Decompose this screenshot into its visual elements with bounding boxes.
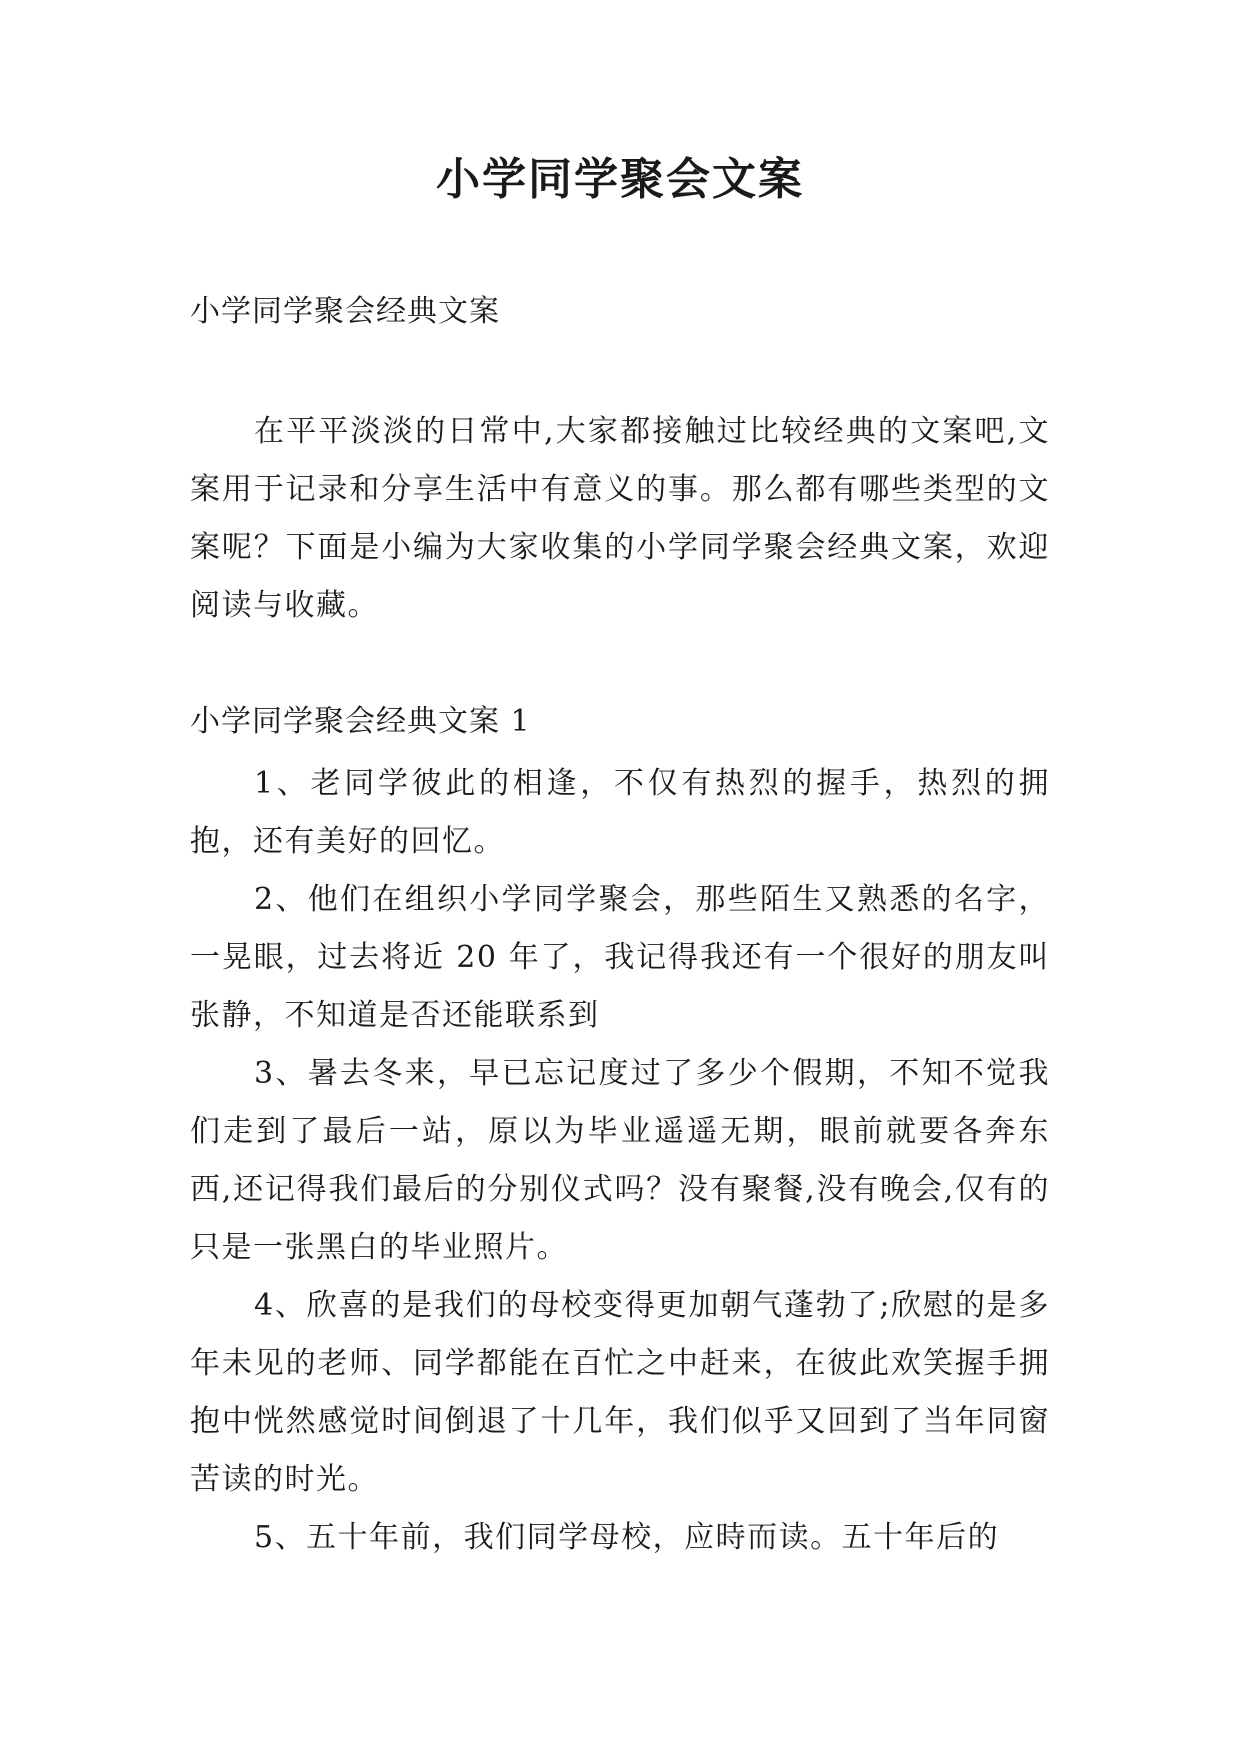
list-item: 1、老同学彼此的相逢，不仅有热烈的握手，热烈的拥抱，还有美好的回忆。 [190,766,1050,859]
intro-paragraph: 在平平淡淡的日常中,大家都接触过比较经典的文案吧,文案用于记录和分享生活中有意义的事。那么都有哪些类型的文案呢？下面是小编为大家收集的小学同学聚会经典文案，欢迎阅读与收藏。 [190,414,1050,623]
list-item: 3、暑去冬来，早已忘记度过了多少个假期，不知不觉我们走到了最后一站，原以为毕业遥遥无期，眼前就要各奔东西,还记得我们最后的分别仪式吗？没有聚餐,没有晚会,仅有的只是一张黑白的毕业照片。 [190,1056,1050,1265]
document-title: 小学同学聚会文案 [436,154,804,205]
document-subtitle: 小学同学聚会经典文案 [190,294,500,329]
list-item: 2、他们在组织小学同学聚会，那些陌生又熟悉的名字，一晃眼，过去将近 20 年了，我记得我还有一个很好的朋友叫张静，不知道是否还能联系到 [190,882,1050,1033]
list-item: 4、欣喜的是我们的母校变得更加朝气蓬勃了;欣慰的是多年未见的老师、同学都能在百忙之中赶来，在彼此欢笑握手拥抱中恍然感觉时间倒退了十几年，我们似乎又回到了当年同窗苦读的时光。 [190,1288,1050,1497]
section-heading: 小学同学聚会经典文案 1 [190,704,531,739]
item-list [190,755,1050,1567]
list-item: 5、五十年前，我们同学母校，应時而读。五十年后的 [254,1520,1000,1555]
